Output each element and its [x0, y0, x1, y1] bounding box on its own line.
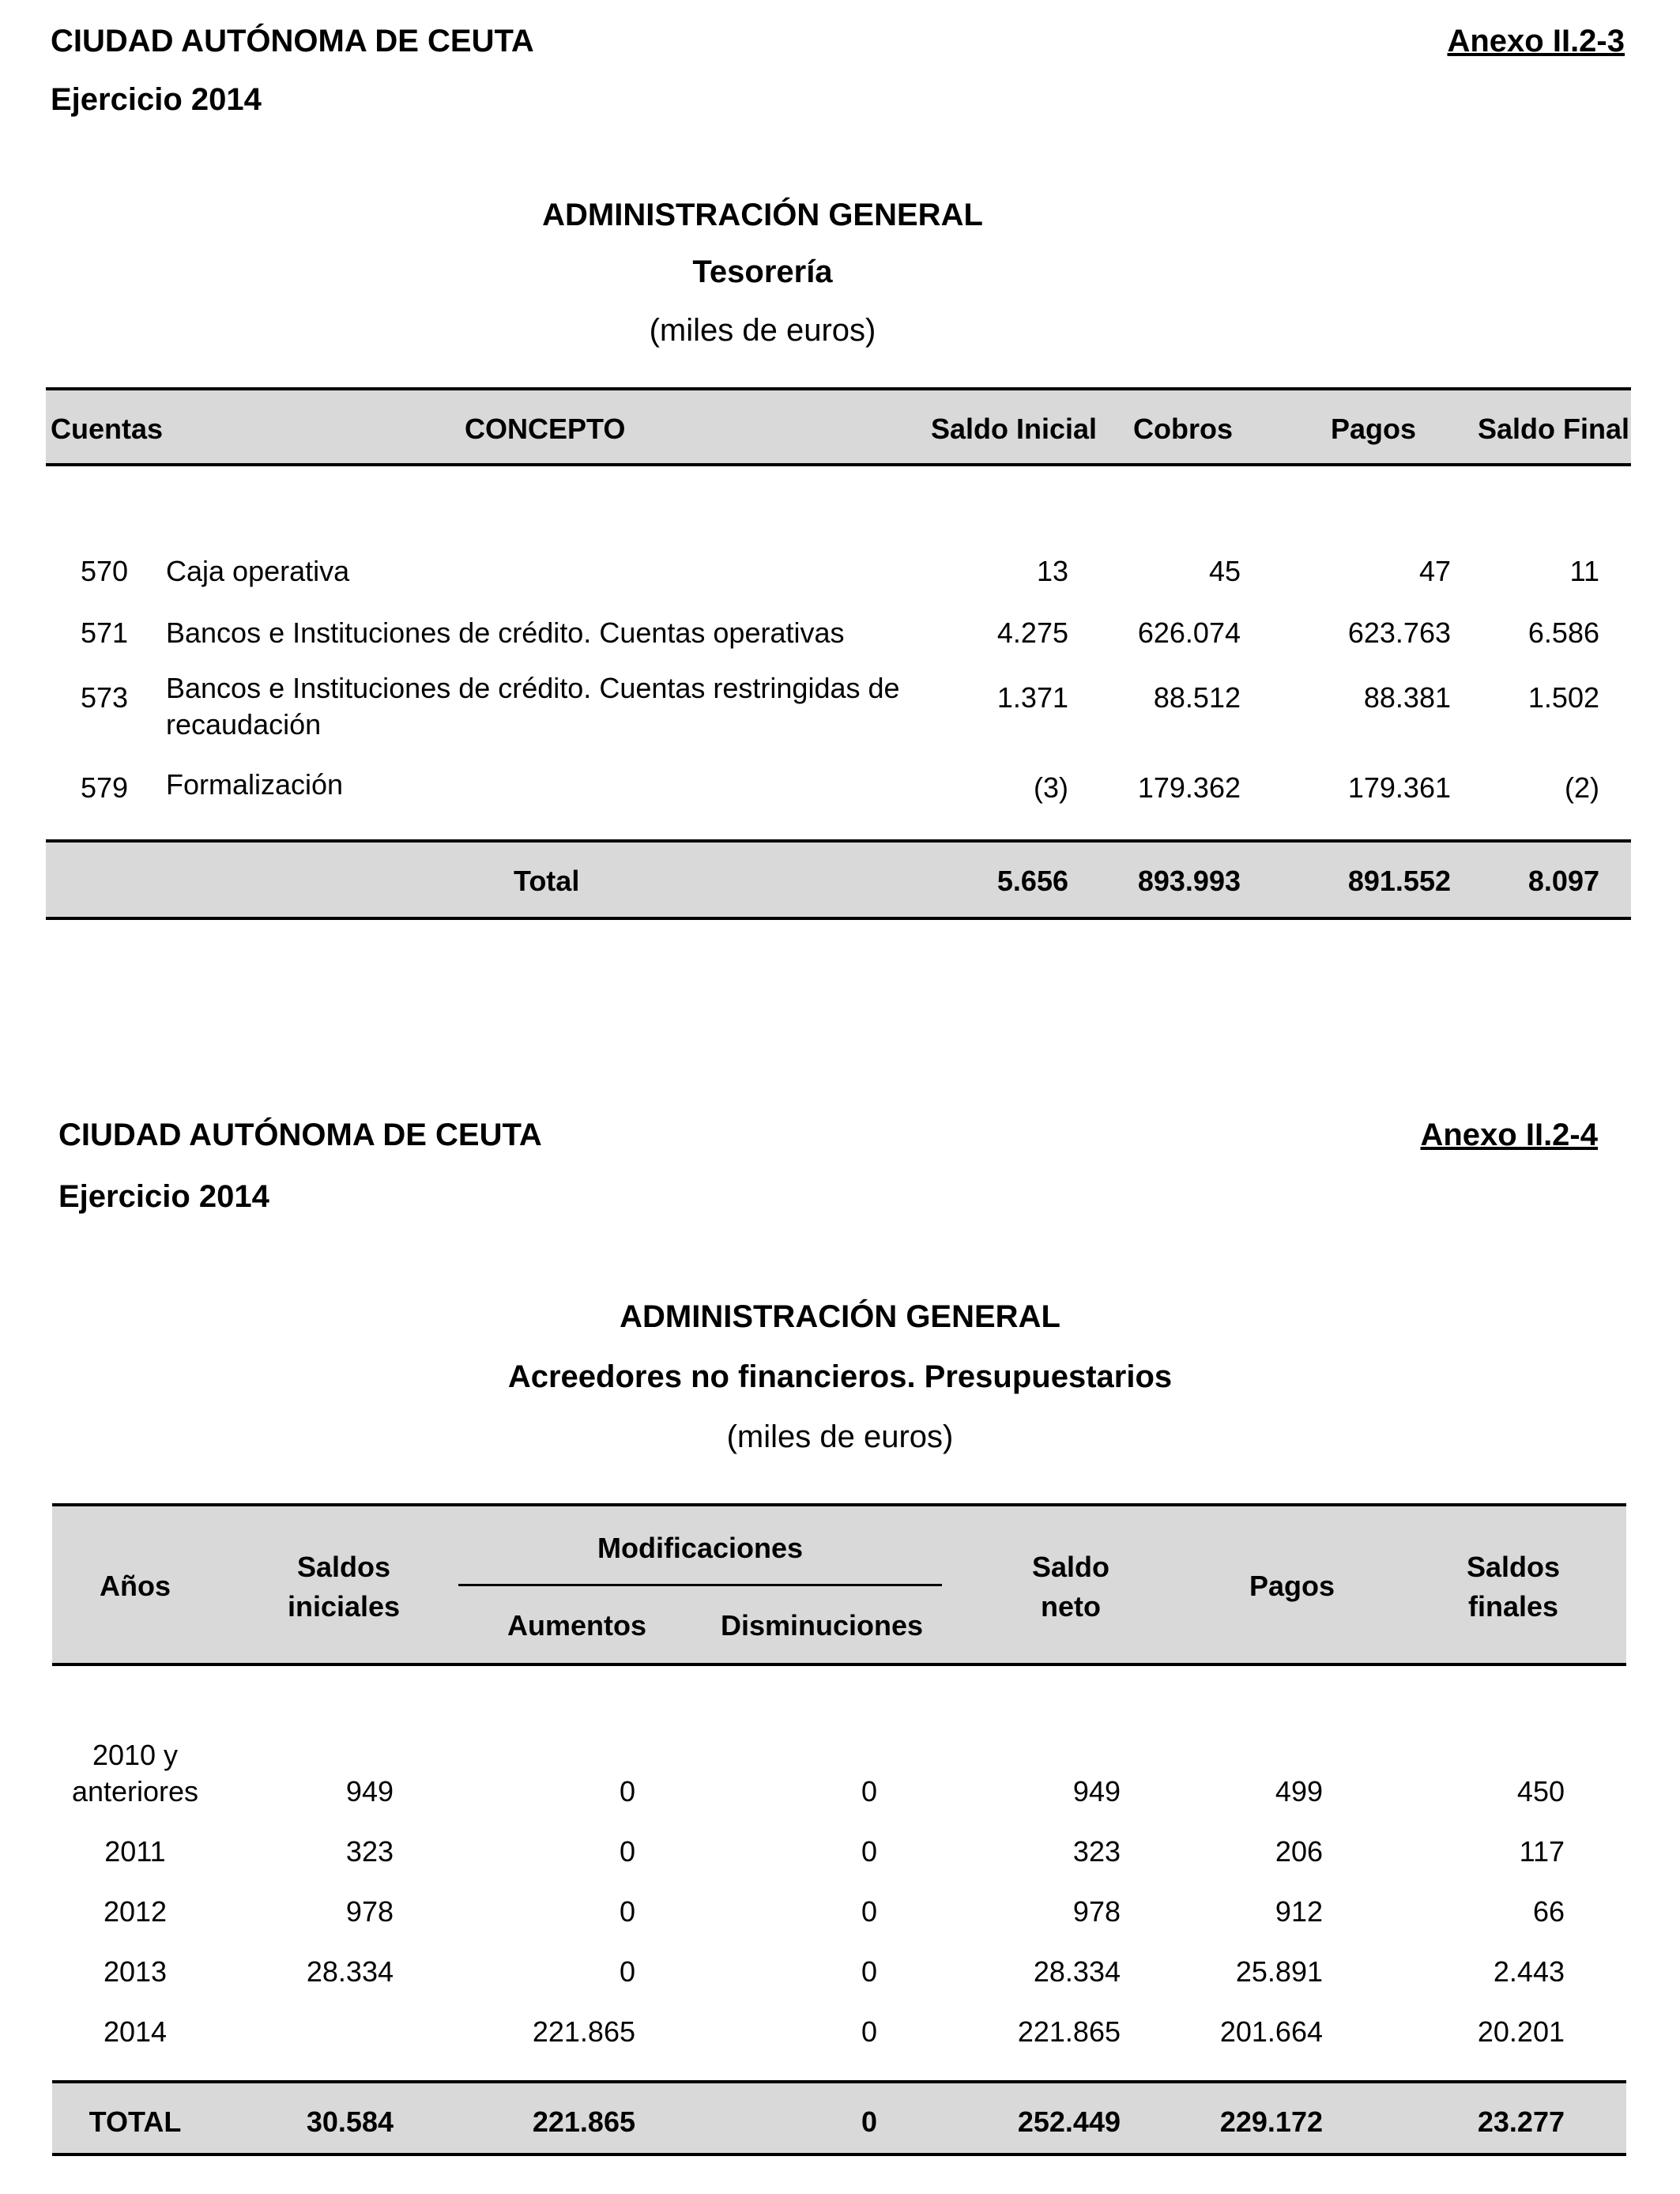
aumentos: 0	[619, 1895, 635, 1928]
cuenta-code: 571	[81, 616, 129, 649]
total-saldos-finales: 23.277	[1477, 2105, 1565, 2138]
section-title: ADMINISTRACIÓN GENERAL	[542, 198, 983, 232]
col-header-cobros: Cobros	[1133, 413, 1233, 445]
col-header-saldo-neto-2: neto	[1041, 1590, 1101, 1623]
fiscal-year: Ejercicio 2014	[51, 82, 262, 117]
pagos: 88.381	[1363, 681, 1451, 714]
saldo-neto: 221.865	[1017, 2015, 1121, 2048]
disminuciones: 0	[861, 1835, 877, 1868]
aumentos: 0	[619, 1955, 635, 1988]
col-header-anos: Años	[100, 1570, 171, 1602]
concepto: Formalización	[166, 768, 344, 801]
col-header-modificaciones: Modificaciones	[597, 1532, 804, 1564]
total-saldo-final: 8.097	[1527, 865, 1599, 897]
saldos-finales: 117	[1519, 1835, 1565, 1868]
cuenta-code: 573	[81, 681, 129, 714]
modificaciones-divider	[458, 1584, 942, 1586]
cobros: 179.362	[1137, 771, 1241, 804]
saldos-iniciales: 28.334	[306, 1955, 394, 1988]
concepto: Caja operativa	[166, 555, 350, 587]
saldo-neto: 949	[1072, 1775, 1121, 1808]
pagos: 912	[1275, 1895, 1323, 1928]
divider	[46, 387, 1631, 390]
divider	[46, 917, 1631, 920]
annex-number: Anexo II.2-4	[1420, 1118, 1598, 1152]
total-label: TOTAL	[89, 2105, 182, 2138]
total-pagos: 891.552	[1347, 865, 1451, 897]
saldo-inicial: 1.371	[996, 681, 1068, 714]
saldos-iniciales: 978	[345, 1895, 394, 1928]
units-label: (miles de euros)	[649, 313, 876, 348]
aumentos: 0	[619, 1835, 635, 1868]
saldo-inicial: 4.275	[996, 616, 1068, 649]
total-aumentos: 221.865	[532, 2105, 635, 2138]
saldos-iniciales: 323	[345, 1835, 394, 1868]
concepto: Bancos e Instituciones de crédito. Cuentas operativas	[166, 616, 845, 649]
divider	[46, 463, 1631, 466]
entity-title: CIUDAD AUTÓNOMA DE CEUTA	[51, 24, 534, 58]
col-header-saldos-finales-2: finales	[1467, 1590, 1559, 1623]
total-saldos-iniciales: 30.584	[306, 2105, 394, 2138]
col-header-concepto: CONCEPTO	[465, 413, 626, 445]
cuenta-code: 570	[81, 555, 129, 587]
saldo-final: (2)	[1565, 771, 1599, 804]
ano-line-1: 2010 y	[92, 1739, 179, 1771]
saldos-finales: 66	[1532, 1895, 1565, 1928]
saldo-neto: 28.334	[1033, 1955, 1121, 1988]
saldo-inicial: (3)	[1034, 771, 1068, 804]
disminuciones: 0	[861, 1775, 877, 1808]
disminuciones: 0	[861, 1895, 877, 1928]
pagos: 179.361	[1347, 771, 1451, 804]
units-label: (miles de euros)	[726, 1419, 954, 1454]
total-label: Total	[514, 865, 580, 897]
section-title: ADMINISTRACIÓN GENERAL	[620, 1299, 1060, 1334]
pagos: 47	[1418, 555, 1451, 587]
saldo-neto: 978	[1072, 1895, 1121, 1928]
saldos-iniciales: 949	[345, 1775, 394, 1808]
ano: 2014	[103, 2015, 168, 2048]
cobros: 45	[1208, 555, 1241, 587]
disminuciones: 0	[861, 2015, 877, 2048]
saldo-final: 1.502	[1527, 681, 1599, 714]
section-subtitle: Acreedores no financieros. Presupuestarios	[507, 1359, 1173, 1394]
divider	[52, 2080, 1626, 2083]
concepto-line-2: recaudación	[166, 708, 322, 741]
saldos-finales: 20.201	[1477, 2015, 1565, 2048]
entity-title: CIUDAD AUTÓNOMA DE CEUTA	[58, 1118, 542, 1152]
pagos: 499	[1275, 1775, 1323, 1808]
ano: 2012	[103, 1895, 168, 1928]
divider	[52, 1663, 1626, 1666]
concepto-line-1: Bancos e Instituciones de crédito. Cuentas restringidas de	[166, 672, 900, 704]
total-cobros: 893.993	[1137, 865, 1241, 897]
pagos: 25.891	[1235, 1955, 1323, 1988]
col-header-cuentas: Cuentas	[51, 413, 164, 445]
aumentos: 221.865	[532, 2015, 635, 2048]
col-header-saldo-neto-1: Saldo	[1031, 1551, 1109, 1583]
section-subtitle: Tesorería	[692, 254, 833, 289]
pagos: 623.763	[1347, 616, 1451, 649]
ano-line-2: anteriores	[71, 1775, 199, 1808]
cobros: 88.512	[1153, 681, 1241, 714]
total-saldo-neto: 252.449	[1017, 2105, 1121, 2138]
ano: 2011	[104, 1835, 166, 1868]
pagos: 206	[1275, 1835, 1323, 1868]
saldo-final: 11	[1569, 555, 1599, 587]
total-saldo-inicial: 5.656	[996, 865, 1068, 897]
col-header-saldo-final: Saldo Final	[1478, 413, 1630, 445]
col-header-saldo-inicial: Saldo Inicial	[931, 413, 1098, 445]
saldo-neto: 323	[1072, 1835, 1121, 1868]
divider	[52, 1503, 1626, 1506]
col-header-pagos: Pagos	[1331, 413, 1417, 445]
fiscal-year: Ejercicio 2014	[58, 1179, 269, 1214]
saldos-finales: 450	[1516, 1775, 1565, 1808]
saldo-inicial: 13	[1036, 555, 1068, 587]
divider	[46, 839, 1631, 843]
total-disminuciones: 0	[861, 2105, 877, 2138]
col-header-pagos: Pagos	[1249, 1570, 1335, 1602]
pagos: 201.664	[1219, 2015, 1323, 2048]
cobros: 626.074	[1137, 616, 1241, 649]
total-pagos: 229.172	[1219, 2105, 1323, 2138]
cuenta-code: 579	[81, 771, 129, 804]
saldos-finales: 2.443	[1493, 1955, 1565, 1988]
col-header-saldos-finales-1: Saldos	[1466, 1551, 1561, 1583]
annex-number: Anexo II.2-3	[1447, 24, 1625, 58]
col-header-disminuciones: Disminuciones	[720, 1609, 924, 1642]
disminuciones: 0	[861, 1955, 877, 1988]
saldo-final: 6.586	[1527, 616, 1599, 649]
col-header-aumentos: Aumentos	[507, 1609, 646, 1642]
col-header-saldos-iniciales-1: Saldos	[296, 1551, 391, 1583]
ano: 2013	[103, 1955, 168, 1988]
col-header-saldos-iniciales-2: iniciales	[287, 1590, 401, 1623]
divider	[52, 2153, 1626, 2156]
aumentos: 0	[619, 1775, 635, 1808]
